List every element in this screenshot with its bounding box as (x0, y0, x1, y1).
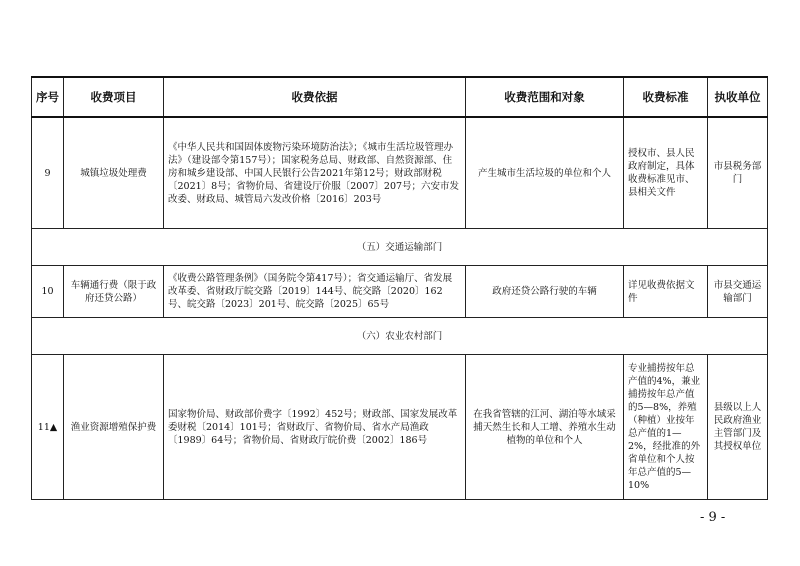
section-heading (32, 318, 768, 355)
row-unit: 市县税务部门 (708, 117, 768, 229)
fee-table (31, 76, 768, 500)
table-row (32, 117, 768, 229)
page-number: - 9 - (700, 510, 726, 525)
row-basis: 《收费公路管理条例》（国务院令第417号）；省交通运输厅、省发展改革委、省财政厅皖交路〔2019〕144号、皖交路〔2020〕162号、皖交路〔2023〕201号、皖交路〔2025〕65号 (164, 266, 466, 318)
header-row (32, 77, 768, 117)
row-scope: 产生城市生活垃圾的单位和个人 (466, 117, 624, 229)
row-no: 11▲ (32, 355, 64, 500)
table-row (32, 266, 768, 318)
header-basis: 收费依据 (164, 77, 466, 117)
section-heading (32, 229, 768, 266)
row-item: 车辆通行费（限于政府还贷公路） (64, 266, 164, 318)
header-standard: 收费标准 (624, 77, 708, 117)
header-scope: 收费范围和对象 (466, 77, 624, 117)
section-title-agriculture: （六）农业农村部门 (32, 318, 768, 355)
row-scope: 在我省管辖的江河、湖泊等水域采捕天然生长和人工增、养殖水生动植物的单位和个人 (466, 355, 624, 500)
header-unit: 执收单位 (708, 77, 768, 117)
row-standard: 授权市、县人民政府制定，具体收费标准见市、县相关文件 (624, 117, 708, 229)
row-item: 城镇垃圾处理费 (64, 117, 164, 229)
header-no: 序号 (32, 77, 64, 117)
row-basis: 《中华人民共和国固体废物污染环境防治法》；《城市生活垃圾管理办法》（建设部令第157号）；国家税务总局、财政部、自然资源部、住房和城乡建设部、中国人民银行公告2021年第12号；财政部财税〔2021〕8号；省物价局、省建设厅价服〔2007〕207号；六安市发改委、财政局、城管局六发改价格〔2016〕203号 (164, 117, 466, 229)
header-item: 收费项目 (64, 77, 164, 117)
row-scope: 政府还贷公路行驶的车辆 (466, 266, 624, 318)
row-standard: 详见收费依据文件 (624, 266, 708, 318)
table-row (32, 355, 768, 500)
row-basis: 国家物价局、财政部价费字〔1992〕452号；财政部、国家发展改革委财税〔2014〕101号；省财政厅、省物价局、省水产局渔政〔1989〕64号；省物价局、省财政厅皖价费〔2002〕186号 (164, 355, 466, 500)
row-no: 10 (32, 266, 64, 318)
section-title-transport: （五）交通运输部门 (32, 229, 768, 266)
row-standard: 专业捕捞按年总产值的4%，兼业捕捞按年总产值的5—8%，养殖（种植）业按年总产值的1—2%，经批准的外省单位和个人按年总产值的5—10% (624, 355, 708, 500)
row-no: 9 (32, 117, 64, 229)
row-item: 渔业资源增殖保护费 (64, 355, 164, 500)
row-unit: 县级以上人民政府渔业主管部门及其授权单位 (708, 355, 768, 500)
row-unit: 市县交通运输部门 (708, 266, 768, 318)
